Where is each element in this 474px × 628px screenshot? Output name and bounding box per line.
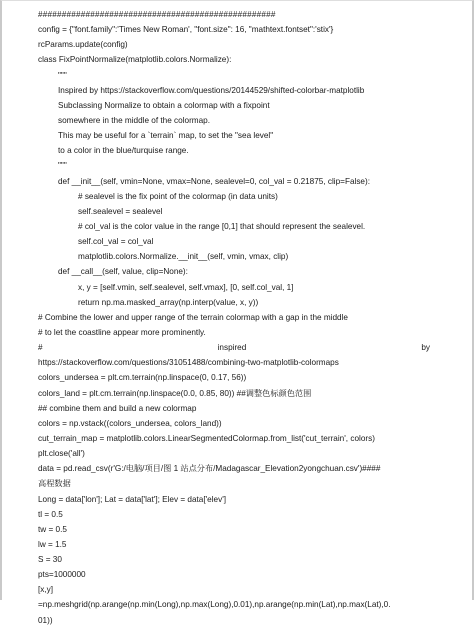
code-line: This may be useful for a `terrain` map, to set the "sea level" bbox=[58, 131, 274, 141]
code-line: self.col_val = col_val bbox=[78, 237, 154, 247]
code-line: # to let the coastline appear more prominently. bbox=[38, 327, 206, 337]
document-body[interactable] bbox=[38, 7, 438, 628]
inspired-hash: # bbox=[38, 343, 43, 353]
code-line: plt.close('all') bbox=[38, 449, 85, 459]
inspired-by-word: by bbox=[421, 343, 430, 353]
code-line: S = 30 bbox=[38, 555, 62, 565]
code-line: cut_terrain_map = matplotlib.colors.LinearSegmentedColormap.from_list('cut_terrain', colors) bbox=[38, 433, 375, 443]
code-line: matplotlib.colors.Normalize.__init__(self, vmin, vmax, clip) bbox=[78, 252, 289, 262]
code-line: class FixPointNormalize(matplotlib.colors.Normalize): bbox=[38, 55, 232, 65]
code-line: ## combine them and build a new colormap bbox=[38, 403, 197, 413]
code-line: self.sealevel = sealevel bbox=[78, 206, 163, 216]
inspired-word: inspired bbox=[217, 343, 247, 353]
code-line: # Combine the lower and upper range of the terrain colormap with a gap in the middle bbox=[38, 312, 348, 322]
code-line: 01)) bbox=[38, 615, 53, 625]
code-line: pts=1000000 bbox=[38, 570, 86, 580]
code-line: """ bbox=[58, 70, 67, 80]
code-line: return np.ma.masked_array(np.interp(value, x, y)) bbox=[78, 297, 259, 307]
code-line: rcParams.update(config) bbox=[38, 40, 128, 50]
code-line: [x,y] bbox=[38, 585, 54, 595]
code-line: Subclassing Normalize to obtain a colormap with a fixpoint bbox=[58, 100, 270, 110]
code-line: https://stackoverflow.com/questions/31051488/combining-two-matplotlib-colormaps bbox=[38, 358, 339, 368]
code-line: # col_val is the color value in the range [0,1] that should represent the sealevel. bbox=[78, 221, 366, 231]
code-line: """ bbox=[58, 161, 67, 171]
code-line: 高程数据 bbox=[38, 479, 71, 489]
code-lines-block bbox=[38, 7, 438, 340]
code-line: # sealevel is the fix point of the colormap (in data units) bbox=[78, 191, 278, 201]
hash-rule-line: ################################################## bbox=[38, 10, 276, 19]
code-line: config = {"font.family":'Times New Roman', "font.size": 16, "mathtext.fontset":'stix'} bbox=[38, 25, 334, 35]
code-line: def __call__(self, value, clip=None): bbox=[58, 267, 188, 277]
inspired-by-line bbox=[38, 340, 430, 355]
code-line: colors_undersea = plt.cm.terrain(np.linspace(0, 0.17, 56)) bbox=[38, 373, 247, 383]
code-line: colors_land = plt.cm.terrain(np.linspace(0.0, 0.85, 80)) ##调整色标颜色范围 bbox=[38, 388, 312, 398]
code-line: =np.meshgrid(np.arange(np.min(Long),np.max(Long),0.01),np.arange(np.min(Lat),np.max(Lat),0. bbox=[38, 600, 391, 610]
code-line: x, y = [self.vmin, self.sealevel, self.vmax], [0, self.col_val, 1] bbox=[78, 282, 294, 292]
code-line: Long = data['lon']; Lat = data['lat']; Elev = data['elev'] bbox=[38, 494, 227, 504]
code-line: def __init__(self, vmin=None, vmax=None, sealevel=0, col_val = 0.21875, clip=False): bbox=[58, 176, 370, 186]
code-line: tl = 0.5 bbox=[38, 509, 63, 519]
code-line: Inspired by https://stackoverflow.com/questions/20144529/shifted-colorbar-matplotlib bbox=[58, 85, 365, 95]
code-line: lw = 1.5 bbox=[38, 539, 67, 549]
code-line: data = pd.read_csv(r'G:/电脑/项目/图 1 站点分布/Madagascar_Elevation2yongchuan.csv')#### bbox=[38, 464, 381, 474]
code-line: colors = np.vstack((colors_undersea, colors_land)) bbox=[38, 418, 222, 428]
code-line: to a color in the blue/turquise range. bbox=[58, 146, 189, 156]
code-lines-block-2 bbox=[38, 355, 438, 628]
code-line: tw = 0.5 bbox=[38, 524, 67, 534]
code-line: somewhere in the middle of the colormap. bbox=[58, 115, 211, 125]
